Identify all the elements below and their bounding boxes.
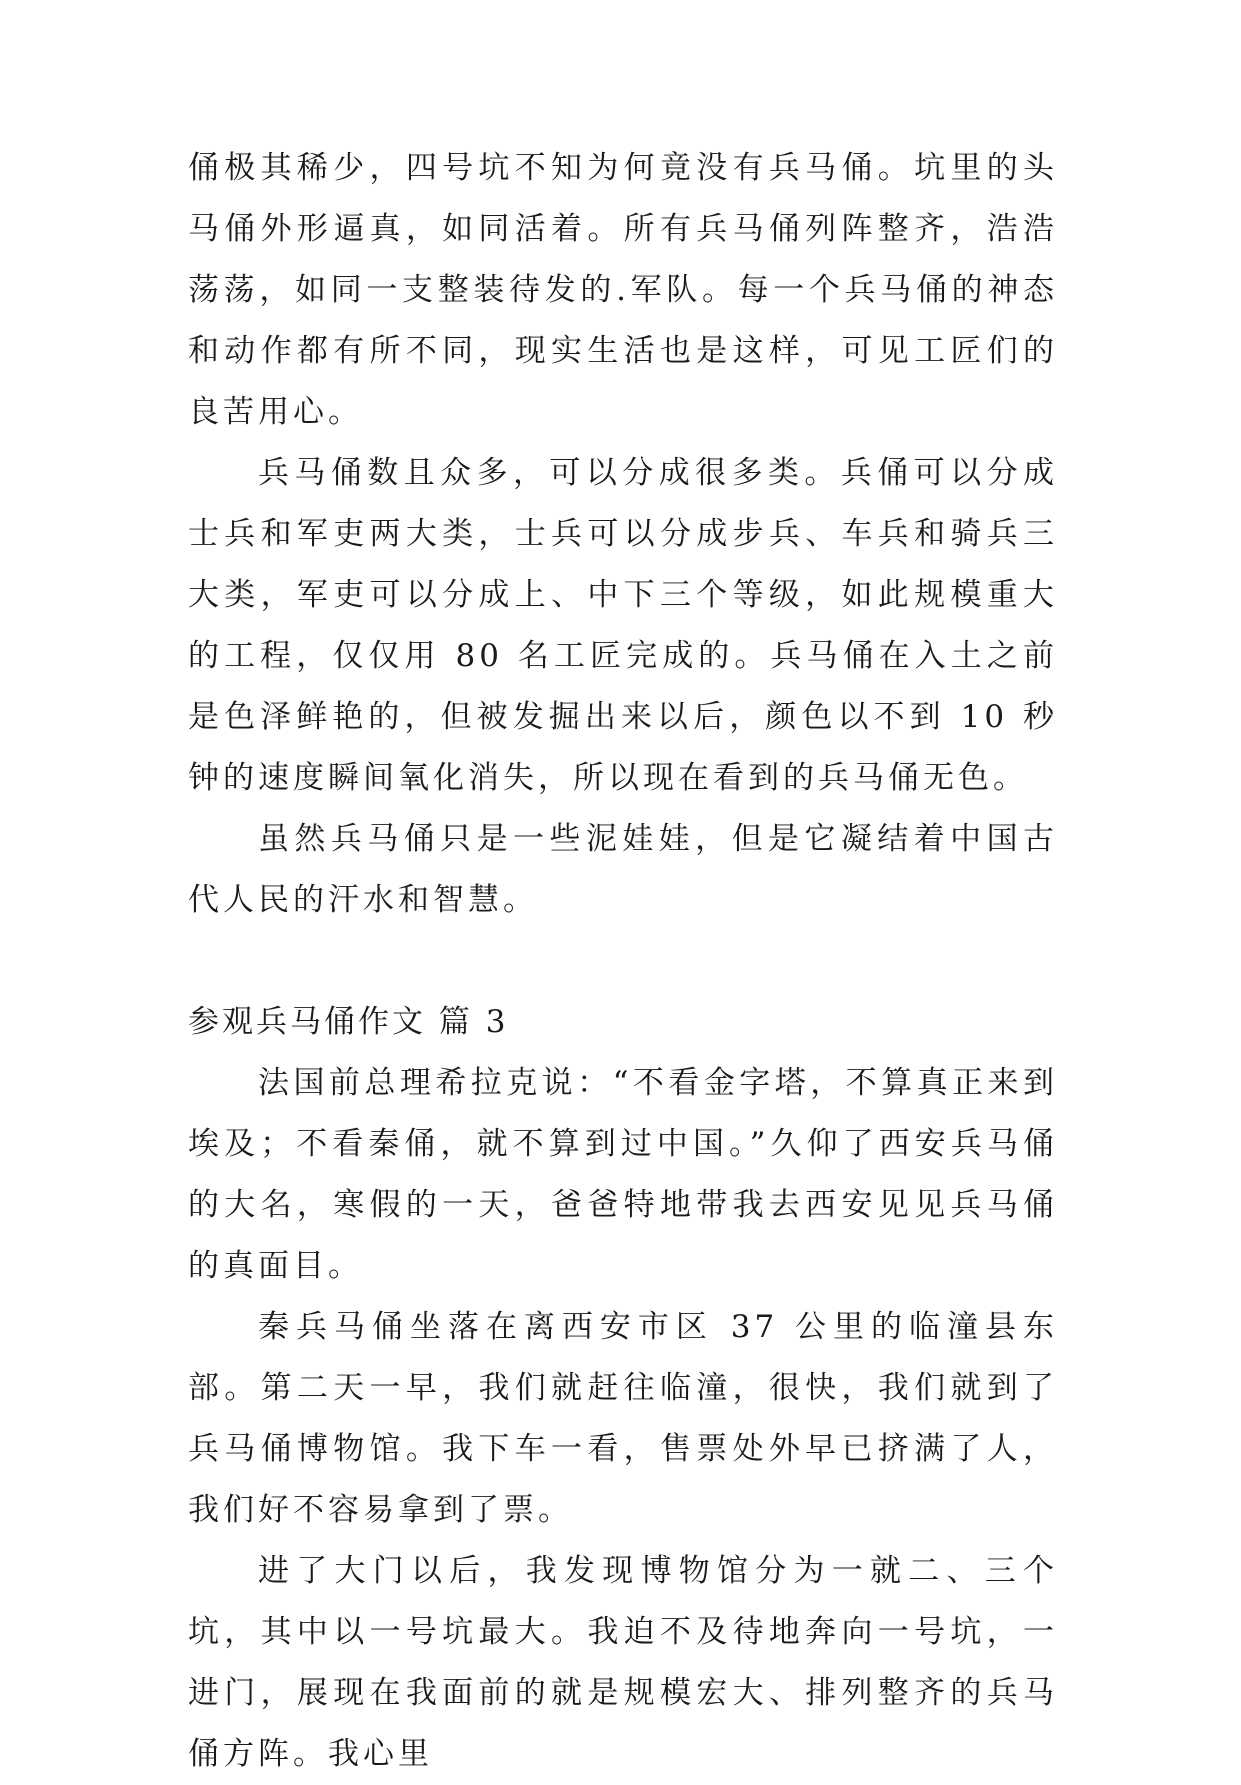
paragraph-conclusion: 虽然兵马俑只是一些泥娃娃，但是它凝结着中国古代人民的汗水和智慧。: [188, 821, 1058, 918]
paragraph-soldier-types: 兵马俑数且众多，可以分成很多类。兵俑可以分成士兵和军吏两大类，士兵可以分成步兵、车兵和骑兵三大类，军吏可以分成上、中下三个等级，如此规模重大的工程，仅仅用 80 名工匠完成的。兵马俑在入土之前是色泽鲜艳的，但被发掘出来以后，颜色以不到 10 秒钟的速度瞬间氧化消失，所以现在看到的兵马俑无色。: [188, 455, 1058, 796]
continued-paragraph: 俑极其稀少，四号坑不知为何竟没有兵马俑。坑里的头马俑外形逼真，如同活着。所有兵马俑列阵整齐，浩浩荡荡，如同一支整装待发的.军队。每一个兵马俑的神态和动作都有所不同，现实生活也是这样，可见工匠们的良苦用心。: [188, 150, 1058, 430]
section-spacer: [188, 931, 1058, 992]
section-paragraph: 秦兵马俑坐落在离西安市区 37 公里的临潼县东部。第二天一早，我们就赶往临潼，很快，我们就到了兵马俑博物馆。我下车一看，售票处外早已挤满了人，我们好不容易拿到了票。: [188, 1309, 1058, 1528]
section-paragraph: 进了大门以后，我发现博物馆分为一就二、三个坑，其中以一号坑最大。我迫不及待地奔向一号坑，一进门，展现在我面前的就是规模宏大、排列整齐的兵马俑方阵。我心里: [188, 1553, 1058, 1772]
section-paragraph: 法国前总理希拉克说：“不看金字塔，不算真正来到埃及；不看秦俑，就不算到过中国。”久仰了西安兵马俑的大名，寒假的一天，爸爸特地带我去西安见见兵马俑的真面目。: [188, 1065, 1058, 1284]
document-page: [188, 138, 1058, 1785]
section-title: 参观兵马俑作文 篇 3: [188, 1004, 509, 1040]
